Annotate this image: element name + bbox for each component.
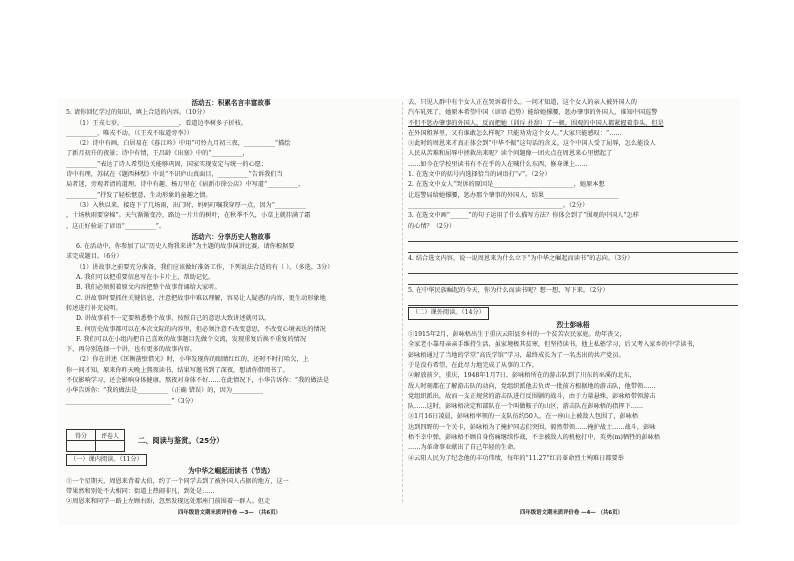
score-table	[66, 429, 125, 452]
text-line: 敌人时刻都在了解游击队的动向，党组织派他去负责一批前方根据地的游击队，他带领……	[408, 382, 656, 390]
text-line: __________”表达了诗人希望边关能够巩固，国家实现安定与统一的心愿；	[66, 160, 268, 168]
text-line: 的心情？（2分）	[408, 222, 456, 230]
subsection-label: （一）课内阅读。（11分）	[66, 454, 147, 466]
subsection-label: （二）课外阅读。（14分）	[408, 307, 489, 319]
text-line: （1）讲故事之前要充分准备，我们应该做好准备工作，下列说法合适的有（ ）。（多选，3分）	[76, 263, 334, 271]
grader-cell[interactable]	[96, 441, 125, 452]
text-line: 2. 在选文中女人“哭诉的原因是__________________________，她原本想	[408, 181, 605, 189]
text-line: 转述进行补充说明。	[66, 304, 122, 312]
text-line: __________”抒发了轻松惬意，生动形象的童趣之情。	[66, 191, 212, 199]
text-line: 带果然和别处不大相同：街道上热闹非凡，到处是……	[66, 487, 215, 495]
text-line: （3）入秋以来，接连下了几场雨，出门时，妈妈叮嘱我穿厚一点，因为“__________	[76, 201, 306, 209]
text-line: 让巡警局给她撑腰，惩办那个肇事的外国人，结果________________________	[408, 191, 619, 199]
section-title: 活动五：积累名言丰富故事	[191, 99, 271, 107]
text-line: ①1915年2月，彭咏梧出生于重庆云阳县乡村的一个贫苦农民家庭。幼年丧父，	[408, 331, 626, 339]
answer-line[interactable]	[408, 296, 738, 306]
text-line: ②周恩来和同学一路上左顾右盼，忽然发现远处那座门前围着一群人。但走	[66, 498, 271, 506]
text-line: 1. 在选文中的括号内选择恰当的词语打“√”。（2分）	[408, 171, 551, 179]
text-line: 梧不幸中弹，彭咏梧不顾自身伤痛继续作战，不幸被敌人的机枪打中，英勇(m)牺牲的彭咏梧	[408, 434, 661, 442]
section-title: 活动六：分享历史人物故事	[191, 232, 271, 241]
text-line	[66, 454, 396, 466]
text-line: F. 我们可以在小组内把自己喜欢的故事题目先做个交流，发现重复后换不重复的情况	[76, 335, 307, 343]
text-line: 去，只见人群中有个女人正在哭诉着什么。一问才知道，这个女人的亲人被外国人的	[408, 99, 637, 106]
text-line: ……为革命事业献出了自己年轻的生命。	[408, 444, 520, 452]
text-line	[408, 307, 738, 319]
text-line: 不仅影响学习，还会影响身体健康。熬夜对身体不好……在此情况下，小华告诉你：“我的做法是	[66, 377, 330, 385]
text-line: 5. 在中华民族崛起的今天，你为什么而读书呢？想一想，写下来。（2分）	[408, 287, 609, 295]
text-line: ，十场秋雨要穿棉”。天气渐渐变冷，路边一片片的树叶，在秋季不久，小草上就挂满了霜	[66, 212, 311, 220]
text-line: A. 我们可以把重要信息写在小卡片上，帮助记忆。	[76, 274, 215, 282]
text-line: （2）你在讲述《匡衡凿壁借光》时，小华发现你的眼睛红红的，还时不时打哈欠，上	[76, 356, 309, 364]
text-line: 3. 在选文中画“______”的句子运用了什么描写方法？你体会到了“围观的中国人”怎样	[408, 212, 639, 220]
text-line: 彭咏梧通过了当地的学堂“高氏学馆”学习，最终成长为了一名杰出的共产党员。	[408, 351, 625, 359]
text-line: B. 我们必须照着原文内容把整个故事背诵给大家听。	[76, 284, 221, 292]
text-line: ③1月16日凌晨，彭咏梧率领的一支队伍约50人，在一座山上被敌人包围了，彭咏梧	[408, 413, 639, 421]
left-reading	[66, 454, 396, 507]
text-line: __________________________________________________。（2分）	[408, 201, 589, 209]
left-page	[66, 98, 396, 407]
section-title: 为中华之崛起而读书（节选）	[188, 467, 274, 476]
text-line: 求完成题目。（6分）	[66, 253, 123, 261]
text-line: 全家老小靠母亲亲手维持生活，虽家境极其贫寒，但坚持读书，他上私塾学习，后又考入家乡的中学读书，	[408, 341, 699, 349]
text-line: 党组织派出，故而一支正规营的游击队进行反围剿的战斗，由于力量悬殊，彭咏梧带领游击	[408, 392, 656, 400]
text-line: __________________________________”（3分）	[66, 397, 197, 405]
text-line: 于是没有希望，在此尽力地完成了从事的工作。	[408, 361, 538, 369]
section-heading: 二、阅读与鉴赏。（25分）	[138, 436, 224, 445]
right-footer: 四年级语文期末质评价卷 —4— （共6页）	[520, 510, 623, 516]
left-footer: 四年级语文期末质评价卷 —3— （共6页）	[178, 510, 281, 516]
text-line: ②解放前夕，重庆，1948年1月7日，彭咏梧所在的游击队到了川东的巫溪的北东，	[408, 372, 636, 380]
text-line: E. 何历史故事都可以在本次文际的内容里，但必须注意不改变意思，不改变心境表达的情况	[76, 325, 326, 333]
text-line: 6. 在活动中，你参加了以“历史人物我来讲”为主题的故事演讲比赛，请你根据要	[76, 243, 295, 251]
text-line: 5. 请你回忆学过的知识，填上合适的内容。（10分）	[66, 109, 209, 117]
score-label: 得分	[67, 430, 96, 441]
score-cell[interactable]	[67, 441, 96, 452]
text-line: ①一个星期天，周恩来背着大伯，约了一个同学去到了被外国人占据的地方，这一	[66, 477, 289, 485]
text-line: D. 讲故事前不一定要熟悉整个故事，按照自己的意思大致讲述就可以。	[76, 315, 271, 323]
text-line: 达到四野的一个关卡，彭咏梧为了掩护同志们突围，毅然带领……掩护战士……战斗，彭咏	[408, 423, 656, 431]
answer-line[interactable]	[408, 243, 738, 253]
text-line: 小华告诉你：“我的做法是__________（正确 错误）的，因为__________	[66, 387, 263, 395]
text-line: 汽车轧死了，她原本希望中国（谚语 趋势）能给她撑腰，惩办肇事的外国人，谁知中国巡警	[408, 109, 658, 117]
text-line: （1）王戎七岁，__________________，看道边李树多子折枝。	[76, 119, 247, 127]
text-line: __________，唯戎不动。（《王戎不取道旁李》）	[66, 129, 193, 137]
text-line: 4. 结合选文内容，说一说周恩来为什么立下“为中华之崛起而读书”的志向。（3分）	[408, 254, 634, 262]
answer-line[interactable]	[408, 232, 738, 242]
grader-label: 评卷人	[96, 430, 125, 441]
answer-line[interactable]	[408, 275, 738, 285]
text-line: 局者迷，旁观者清的道理。诗中有趣，杨万里在《宿新市徐公店》中写道“__________，	[66, 181, 305, 189]
text-line: 你一问才知，原来你昨天晚上熬夜读书，结果写邀书到了深夜，想请你借阅书了。	[66, 366, 289, 374]
text-line: 下，再分别选择一个讲，也有更多的故事内容。	[66, 346, 196, 354]
text-line: ④云阳人民为了纪念他的丰功伟绩，每年的“11.27”红岩革命烈士殉难日都要举	[408, 454, 624, 462]
text-line: ③此时的周恩来才真正体会到“中华不振”这句话的含义。这个中国人受了屈辱，怎么能没人	[408, 140, 656, 148]
text-line: C. 讲故事时要抓住关键信息，注意把故事中难以理解，容易让人疑惑的内容，更生动形象地	[76, 294, 326, 302]
text-line: ，这正好验证了谚语“__________”。	[66, 222, 166, 230]
text-line: 诗中有理，苏轼在《题西林壁》中说“不识庐山真面目，__________”告诉我们当	[66, 171, 283, 179]
text-line: 在外国租界里，又有谁敢怎么样呢？只能劝劝这个女人。”大家只能感叹：“……	[408, 129, 622, 137]
text-line: 了新月初升的夜景；诗中有情，王昌龄《出塞》中的“__________，	[66, 150, 249, 158]
text-line: （2）诗中有画，白居易在《暮江吟》中用“可怜九月初三夜，__________”描绘	[76, 140, 291, 148]
right-page	[408, 98, 738, 464]
answer-line[interactable]	[408, 264, 738, 274]
page-divider	[402, 102, 403, 502]
text-line: 不但不惩办肇事的外国人，反而把她（训斥 扑辞）了一顿。围观的中国人都紧握着拳头，但是	[408, 119, 664, 127]
text-line: 队……这时，彭咏梧决定和部队在一个叫做鞍子的山区，游击队在彭咏梧的指挥下……	[408, 403, 644, 411]
text-line: ……如今在学校里读书有不在乎的人在喊什么东西，修身课上……	[408, 160, 588, 168]
exam-paper	[58, 98, 740, 525]
text-line: 人民从苦难和屈辱中拯救出来呢？读个问题像一团火点在周恩来心里燃起了	[408, 150, 613, 158]
section-title: 烈士彭咏梧	[556, 320, 590, 329]
